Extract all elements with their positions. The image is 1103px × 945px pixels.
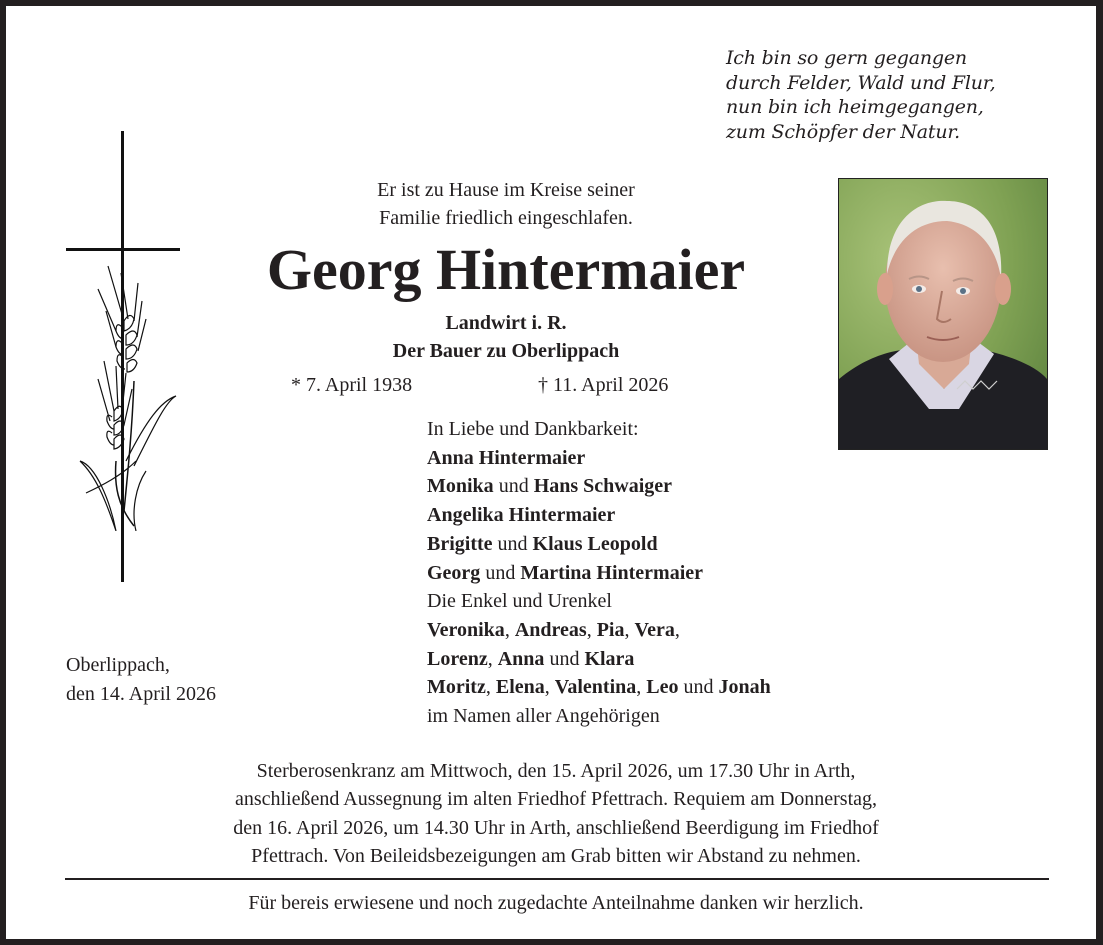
intro-line: Familie friedlich eingeschlafen. [379,207,633,229]
obituary-notice [6,6,1096,939]
connector-text: , [504,618,515,641]
family-name: Pia [596,618,625,641]
connector-text: , [636,676,647,699]
portrait-illustration [839,179,1047,449]
service-line: Pfettrach. Von Beileidsbezeigungen am Grab bitten wir Abstand zu nehmen. [251,844,861,867]
deceased-name: Georg Hintermaier [266,237,746,302]
family-name: Veronika [427,618,505,641]
divider [65,878,1049,880]
death-date: † 11. April 2026 [538,374,669,396]
family-name: Elena [495,676,545,699]
connector-text: und [493,475,534,498]
family-line [427,530,927,559]
place: Oberlippach, [66,654,170,676]
poem [726,46,1066,144]
service-details [56,757,1056,870]
family-name: Anna [497,647,545,670]
connector-text: und [544,647,585,670]
family-line [427,673,927,702]
connector-text: , [624,618,635,641]
connector-text: und [480,561,521,584]
family-name: Klaus Leopold [532,532,658,555]
family-name: Klara [584,647,635,670]
service-line: anschließend Aussegnung im alten Friedhof Pfettrach. Requiem am Donnerstag, [234,788,878,811]
service-line: den 16. April 2026, um 14.30 Uhr in Arth, anschließend Beerdigung im Friedhof [233,816,879,839]
connector-text: , [674,618,680,641]
family-name: Leo [646,676,679,699]
connector-text: , [586,618,597,641]
family-name: Andreas [514,618,587,641]
connector-text: , [485,676,496,699]
wheat-icon [76,261,186,531]
family-name: Monika [427,475,494,498]
intro-line: Er ist zu Hause im Kreise seiner [377,179,635,201]
connector-text: und [678,676,719,699]
epithet: Der Bauer zu Oberlippach [392,340,620,362]
family-name: Jonah [718,676,771,699]
family-name: Valentina [554,676,637,699]
family-name: Moritz [427,676,486,699]
connector-text: Die Enkel und Urenkel [427,590,612,613]
thanks-line: Für bereis erwiesene und noch zugedachte Anteilnahme danken wir herzlich. [248,892,864,914]
family-name: Georg [427,561,481,584]
occupation: Landwirt i. R. [445,312,567,334]
notice-date: den 14. April 2026 [66,682,216,705]
family-line [427,472,927,501]
place-date [66,651,326,708]
cross-bar [66,248,180,251]
family-heading: In Liebe und Dankbarkeit: [427,418,639,440]
connector-text: , [544,676,555,699]
family-line [427,645,927,674]
family-name: Lorenz [427,647,488,670]
connector-text: im Namen aller Angehörigen [427,705,660,728]
birth-date: * 7. April 1938 [291,374,413,396]
family-line [427,587,927,616]
connector-text: und [492,532,533,555]
family-name: Hans Schwaiger [533,475,673,498]
family-members [427,444,927,731]
family-name: Angelika Hintermaier [427,504,616,527]
intro-text [256,176,756,232]
family-name: Brigitte [427,532,493,555]
family-line [427,559,927,588]
family-name: Anna Hintermaier [427,446,586,469]
poem-line: nun bin ich heimgegangen, [726,96,984,118]
family-line [427,501,927,530]
family-line [427,616,927,645]
poem-line: Ich bin so gern gegangen [726,47,967,69]
family-list [427,415,927,731]
family-name: Vera [634,618,675,641]
family-line [427,702,927,731]
family-line [427,444,927,473]
family-name: Martina Hintermaier [520,561,704,584]
life-dates [266,370,766,400]
poem-line: zum Schöpfer der Natur. [726,120,960,143]
portrait-photo [838,178,1048,450]
poem-line: durch Felder, Wald und Flur, [726,71,996,94]
connector-text: , [487,647,498,670]
service-line: Sterberosenkranz am Mittwoch, den 15. April 2026, um 17.30 Uhr in Arth, [256,760,856,782]
deceased-titles [256,309,756,365]
